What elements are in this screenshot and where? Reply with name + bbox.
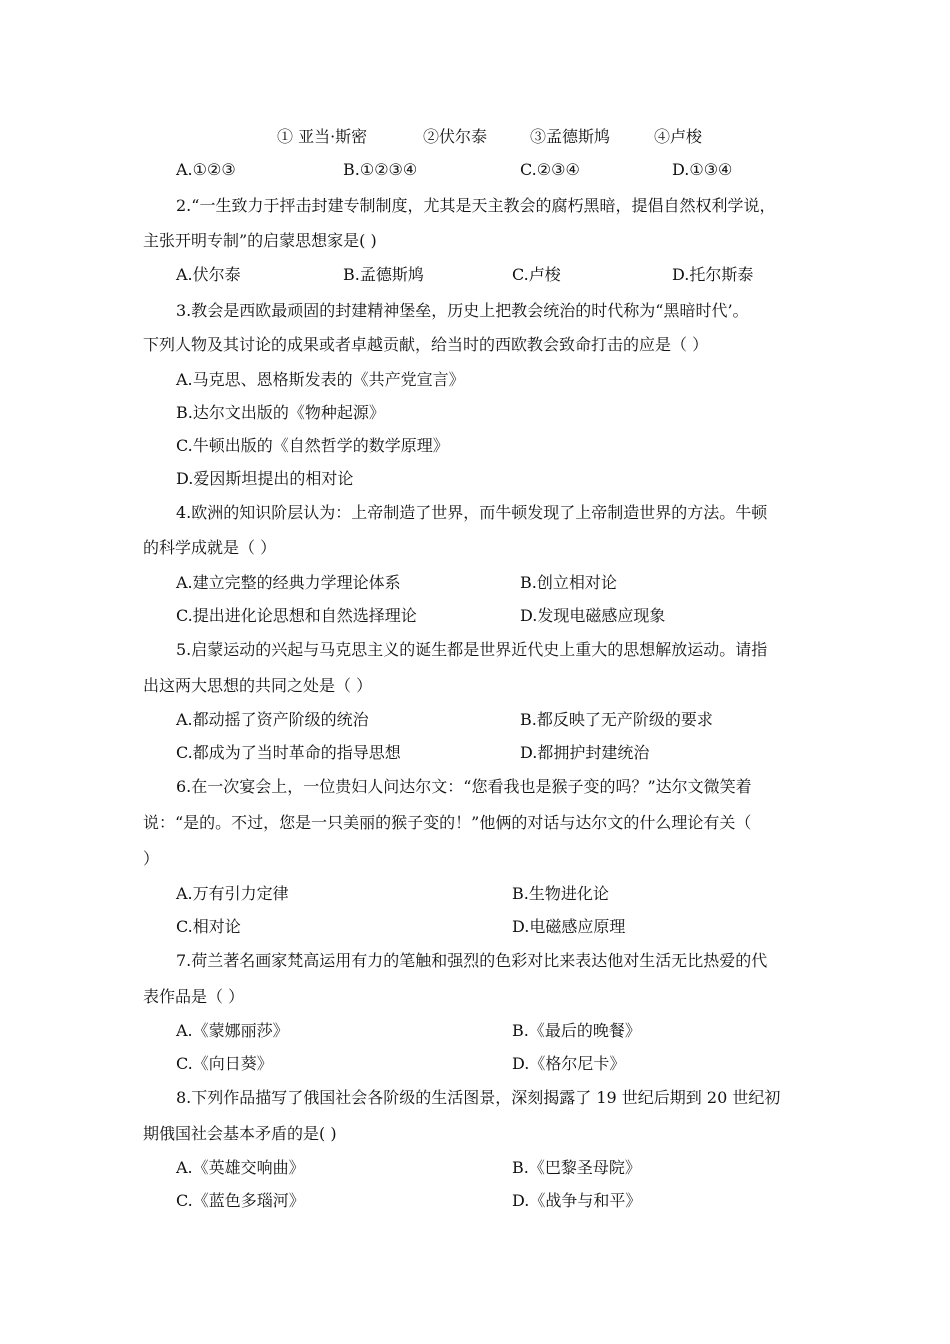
q6-stem-line2: 说：“是的。不过，您是一只美丽的猴子变的！”他俩的对话与达尔文的什么理论有关（: [143, 813, 752, 832]
item-4: ④卢梭: [654, 127, 703, 146]
q5-stem-line1: 5.启蒙运动的兴起与马克思主义的诞生都是世界近代史上重大的思想解放运动。请指: [176, 640, 768, 659]
q6-option-c: C.相对论: [176, 917, 241, 936]
q2-option-a: A.伏尔泰: [176, 265, 241, 284]
q2-option-b: B.孟德斯鸠: [343, 265, 424, 284]
item-1: ① 亚当·斯密: [277, 127, 368, 146]
q8-option-d: D.《战争与和平》: [512, 1191, 642, 1210]
q2-stem-line2: 主张开明专制”的启蒙思想家是( ): [143, 231, 377, 250]
q5-option-a: A.都动摇了资产阶级的统治: [176, 710, 369, 729]
q5-stem-line2: 出这两大思想的共同之处是（ ）: [143, 676, 373, 695]
q3-option-c: C.牛顿出版的《自然哲学的数学原理》: [176, 436, 449, 455]
q3-option-d: D.爱因斯坦提出的相对论: [176, 469, 354, 488]
q4-option-c: C.提出进化论思想和自然选择理论: [176, 606, 417, 625]
q4-stem-line2: 的科学成就是（ ）: [143, 538, 277, 557]
item-3: ③孟德斯鸠: [530, 127, 611, 146]
q3-option-a: A.马克思、恩格斯发表的《共产党宣言》: [176, 370, 465, 389]
q4-option-b: B.创立相对论: [520, 573, 617, 592]
q5-option-c: C.都成为了当时革命的指导思想: [176, 743, 401, 762]
q4-stem-line1: 4.欧洲的知识阶层认为：上帝制造了世界，而牛顿发现了上帝制造世界的方法。牛顿: [176, 503, 768, 522]
q2-stem-line1: 2.“一生致力于抨击封建专制制度，尤其是天主教会的腐朽黑暗，提倡自然权利学说，: [176, 196, 776, 215]
q6-stem-line3: ）: [143, 849, 160, 868]
q3-stem-line1: 3.教会是西欧最顽固的封建精神堡垒，历史上把教会统治的时代称为“黑暗时代’。: [176, 301, 749, 320]
q5-option-d: D.都拥护封建统治: [520, 743, 650, 762]
q3-option-b: B.达尔文出版的《物种起源》: [176, 403, 385, 422]
q6-option-a: A.万有引力定律: [176, 884, 289, 903]
q5-option-b: B.都反映了无产阶级的要求: [520, 710, 713, 729]
q1-option-b: B.①②③④: [343, 160, 418, 179]
q7-option-c: C.《向日葵》: [176, 1054, 273, 1073]
q7-stem-line1: 7.荷兰著名画家梵高运用有力的笔触和强烈的色彩对比来表达他对生活无比热爱的代: [176, 951, 768, 970]
q7-stem-line2: 表作品是（ ）: [143, 987, 245, 1006]
q8-stem-line2: 期俄国社会基本矛盾的是( ): [143, 1124, 337, 1143]
q2-option-c: C.卢梭: [512, 265, 561, 284]
q7-option-b: B.《最后的晚餐》: [512, 1021, 641, 1040]
q2-option-d: D.托尔斯泰: [672, 265, 754, 284]
item-2: ②伏尔泰: [423, 127, 488, 146]
q8-option-c: C.《蓝色多瑙河》: [176, 1191, 305, 1210]
q6-option-d: D.电磁感应原理: [512, 917, 626, 936]
q1-option-d: D.①③④: [672, 160, 733, 179]
q3-stem-line2: 下列人物及其讨论的成果或者卓越贡献，给当时的西欧教会致命打击的应是（ ）: [143, 335, 709, 354]
q4-option-d: D.发现电磁感应现象: [520, 606, 666, 625]
q8-option-b: B.《巴黎圣母院》: [512, 1158, 641, 1177]
q6-stem-line1: 6.在一次宴会上，一位贵妇人问达尔文：“您看我也是猴子变的吗？”达尔文微笑着: [176, 777, 752, 796]
q1-option-c: C.②③④: [520, 160, 580, 179]
q8-option-a: A.《英雄交响曲》: [176, 1158, 305, 1177]
q7-option-a: A.《蒙娜丽莎》: [176, 1021, 289, 1040]
q8-stem-line1: 8.下列作品描写了俄国社会各阶级的生活图景，深刻揭露了 19 世纪后期到 20 世纪初: [176, 1088, 781, 1107]
q4-option-a: A.建立完整的经典力学理论体系: [176, 573, 401, 592]
q6-option-b: B.生物进化论: [512, 884, 609, 903]
q1-option-a: A.①②③: [176, 160, 236, 179]
q7-option-d: D.《格尔尼卡》: [512, 1054, 626, 1073]
